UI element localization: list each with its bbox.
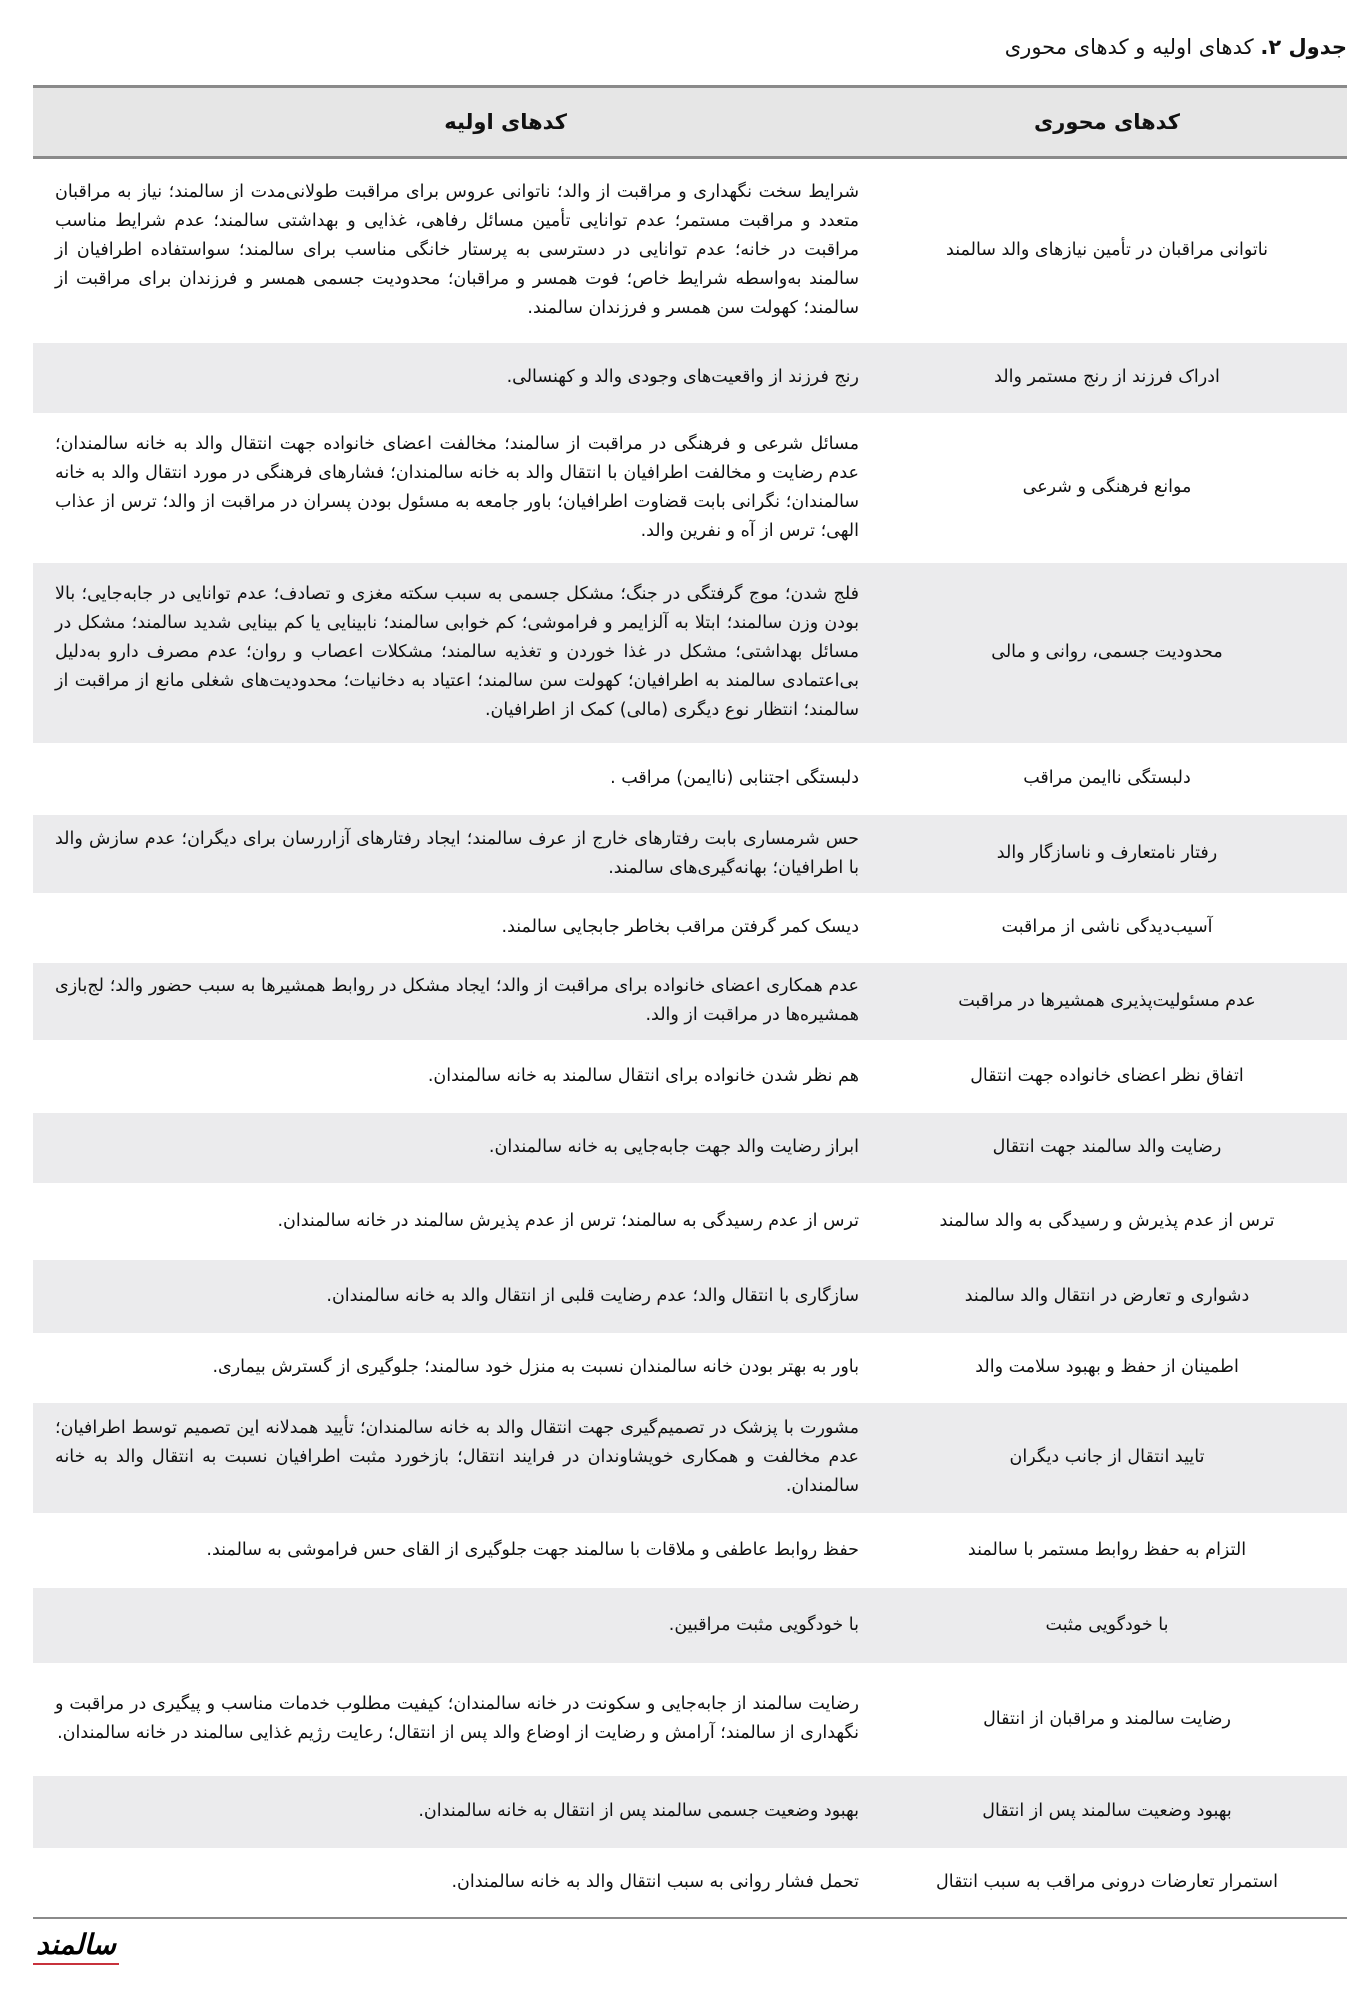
initial-codes-cell: تحمل فشار روانی به سبب انتقال والد به خانه سالمندان.: [33, 1848, 867, 1918]
axial-code-cell: محدودیت جسمی، روانی و مالی: [991, 642, 1223, 662]
initial-codes-cell: مسائل شرعی و فرهنگی در مراقبت از سالمند؛ مخالفت اعضای خانواده جهت انتقال والد به خانه سالمندان؛ عدم رضایت و مخالفت اطرافیان با انتقال والد به خانه سالمندان؛ فشارهای فرهنگی در مورد انتقال والد به خانه سالمندان؛ نگرانی بابت قضاوت اطرافیان؛ باور جامعه به مسئول بودن پسران در مراقبت از والد؛ ترس از عذاب الهی؛ ترس از آه و نفرین والد.: [55, 433, 859, 541]
table-caption-text: کدهای اولیه و کدهای محوری: [1004, 35, 1261, 59]
axial-code-cell: آسیب‌دیدگی ناشی از مراقبت: [1001, 917, 1213, 937]
logo-underline: [33, 1963, 119, 1965]
axial-code-cell: اطمینان از حفظ و بهبود سلامت والد: [975, 1357, 1239, 1377]
initial-codes-cell: فلج شدن؛ موج گرفتگی در جنگ؛ مشکل جسمی به سبب سکته مغزی و تصادف؛ عدم توانایی در جابه‌جایی؛ بالا بودن وزن سالمند؛ ابتلا به آلزایمر و فراموشی؛ کم خوابی سالمند؛ نابینایی یا کم بینایی شدید سالمند؛ مشکل در مسائل بهداشتی؛ مشکل در غذا خوردن و تغذیه سالمند؛ مشکلات اعصاب و روان؛ عدم مصرف دارو به‌دلیل بی‌اعتمادی سالمند به اطرافیان؛ کهولت سن سالمند؛ اعتیاد به دخانیات؛ محدودیت‌های شغلی مانع از مراقبت از سالمند؛ انتظار نوع دیگری (مالی) کمک از اطرافیان.: [55, 584, 859, 720]
axial-code-cell: التزام به حفظ روابط مستمر با سالمند: [967, 1539, 1247, 1560]
axial-code-cell: بهبود وضعیت سالمند پس از انتقال: [982, 1801, 1232, 1821]
initial-codes-cell: دلبستگی اجتنابی (ناایمن) مراقب .: [610, 768, 859, 788]
table-row: [33, 963, 1347, 1040]
axial-code-cell: استمرار تعارضات درونی مراقب به سبب انتقال: [867, 1848, 1347, 1918]
initial-codes-cell: با خودگویی مثبت مراقبین.: [668, 1614, 859, 1635]
table-caption: [1005, 30, 1347, 64]
axial-code-cell: دشواری و تعارض در انتقال والد سالمند: [964, 1285, 1250, 1306]
axial-code-cell: عدم مسئولیت‌پذیری همشیرها در مراقبت: [958, 990, 1256, 1011]
axial-code-cell: با خودگویی مثبت: [1045, 1614, 1169, 1635]
table-row: [33, 1183, 1347, 1260]
table-row: [33, 1333, 1347, 1403]
table-row: [33, 1513, 1347, 1588]
axial-code-cell: ناتوانی مراقبان در تأمین نیازهای والد سالمند: [946, 240, 1268, 261]
table-caption-label: جدول ۲.: [1260, 35, 1347, 59]
table-row: [33, 1848, 1347, 1918]
table-row: [33, 158, 1347, 343]
initial-codes-cell: بهبود وضعیت جسمی سالمند پس از انتقال به خانه سالمندان.: [418, 1801, 859, 1821]
table-row: [33, 1113, 1347, 1183]
logo-text: سالمند: [36, 1928, 116, 1961]
axial-code-cell: دلبستگی ناایمن مراقب: [1023, 768, 1191, 788]
table-row: [33, 413, 1347, 563]
initial-codes-cell: هم نظر شدن خانواده برای انتقال سالمند به خانه سالمندان.: [427, 1065, 859, 1086]
axial-code-cell: تایید انتقال از جانب دیگران: [1009, 1447, 1205, 1467]
initial-codes-cell: سازگاری با انتقال والد؛ عدم رضایت قلبی از انتقال والد به خانه سالمندان.: [326, 1285, 859, 1306]
table-row: [33, 1776, 1347, 1848]
table-row: [33, 343, 1347, 413]
axial-code-cell: ادراک فرزند از رنج مستمر والد: [994, 367, 1220, 387]
table-row: [33, 815, 1347, 893]
initial-codes-cell: عدم همکاری اعضای خانواده برای مراقبت از والد؛ ایجاد مشکل در روابط همشیرها به سبب حضور والد؛ لج‌بازی همشیره‌ها در مراقبت از والد.: [55, 976, 859, 1025]
header-axial-codes: کدهای محوری: [867, 87, 1347, 158]
table-row: [33, 1403, 1347, 1513]
table-row: [33, 563, 1347, 743]
initial-codes-cell: باور به بهتر بودن خانه سالمندان نسبت به منزل خود سالمند؛ جلوگیری از گسترش بیماری.: [212, 1357, 859, 1377]
table-body: [33, 158, 1347, 1918]
table-row: [33, 1663, 1347, 1776]
header-initial-codes: کدهای اولیه: [33, 87, 867, 158]
axial-code-cell: رضایت سالمند و مراقبان از انتقال: [983, 1708, 1231, 1729]
axial-code-cell: رضایت والد سالمند جهت انتقال: [992, 1137, 1222, 1157]
axial-code-cell: موانع فرهنگی و شرعی: [1022, 477, 1192, 497]
codes-table: [33, 85, 1347, 1919]
initial-codes-cell: ترس از عدم رسیدگی به سالمند؛ ترس از عدم پذیرش سالمند در خانه سالمندان.: [277, 1210, 859, 1231]
table-row: [33, 1040, 1347, 1113]
salmand-logo-icon: [33, 1928, 119, 1965]
table-row: [33, 1588, 1347, 1663]
initial-codes-cell: رنج فرزند از واقعیت‌های وجودی والد و کهنسالی.: [506, 367, 859, 387]
initial-codes-cell: حس شرمساری بابت رفتارهای خارج از عرف سالمند؛ ایجاد رفتارهای آزاررسان برای دیگران؛ عدم سازش والد با اطرافیان؛ بهانه‌گیری‌های سالمند.: [55, 828, 859, 878]
table-row: [33, 743, 1347, 815]
axial-code-cell: ترس از عدم پذیرش و رسیدگی به والد سالمند: [939, 1210, 1275, 1231]
table-row: [33, 1260, 1347, 1333]
initial-codes-cell: دیسک کمر گرفتن مراقب بخاطر جابجایی سالمند.: [501, 917, 859, 937]
initial-codes-cell: حفظ روابط عاطفی و ملاقات با سالمند جهت جلوگیری از القای حس فراموشی به سالمند.: [206, 1539, 859, 1560]
initial-codes-cell: شرایط سخت نگهداری و مراقبت از والد؛ ناتوانی عروس برای مراقبت طولانی‌مدت از سالمند؛ نیاز به مراقبان متعدد و مراقبت مستمر؛ عدم توانایی تأمین مسائل رفاهی، غذایی و بهداشتی سالمند؛ عدم شرایط مناسب مراقبت در خانه؛ عدم توانایی در دسترسی به پرستار خانگی مناسب برای سالمند؛ سواستفاده اطرافیان از سالمند به‌واسطه شرایط خاص؛ فوت همسر و مراقبان؛ محدودیت جسمی همسر و فرزندان برای مراقبت از سالمند؛ کهولت سن همسر و فرزندان سالمند.: [55, 182, 859, 319]
initial-codes-cell: ابراز رضایت والد جهت جابه‌جایی به خانه سالمندان.: [488, 1137, 859, 1157]
table-header-row: [33, 87, 1347, 158]
initial-codes-cell: رضایت سالمند از جابه‌جایی و سکونت در خانه سالمندان؛ کیفیت مطلوب خدمات مناسب و پیگیری در مراقبت و نگهداری از سالمند؛ آرامش و رضایت از اوضاع والد پس از انتقال؛ رعایت رژیم غذایی سالمند در خانه سالمندان.: [55, 1694, 859, 1743]
axial-code-cell: اتفاق نظر اعضای خانواده جهت انتقال: [970, 1065, 1244, 1086]
axial-code-cell: رفتار نامتعارف و ناسازگار والد: [996, 843, 1218, 863]
table-row: [33, 893, 1347, 963]
initial-codes-cell: مشورت با پزشک در تصمیم‌گیری جهت انتقال والد به خانه سالمندان؛ تأیید همدلانه این تصمیم توسط اطرافیان؛ عدم مخالفت و همکاری خویشاوندان در فرایند انتقال؛ بازخورد مثبت اطرافیان نسبت به انتقال والد به خانه سالمندان.: [55, 1418, 859, 1496]
